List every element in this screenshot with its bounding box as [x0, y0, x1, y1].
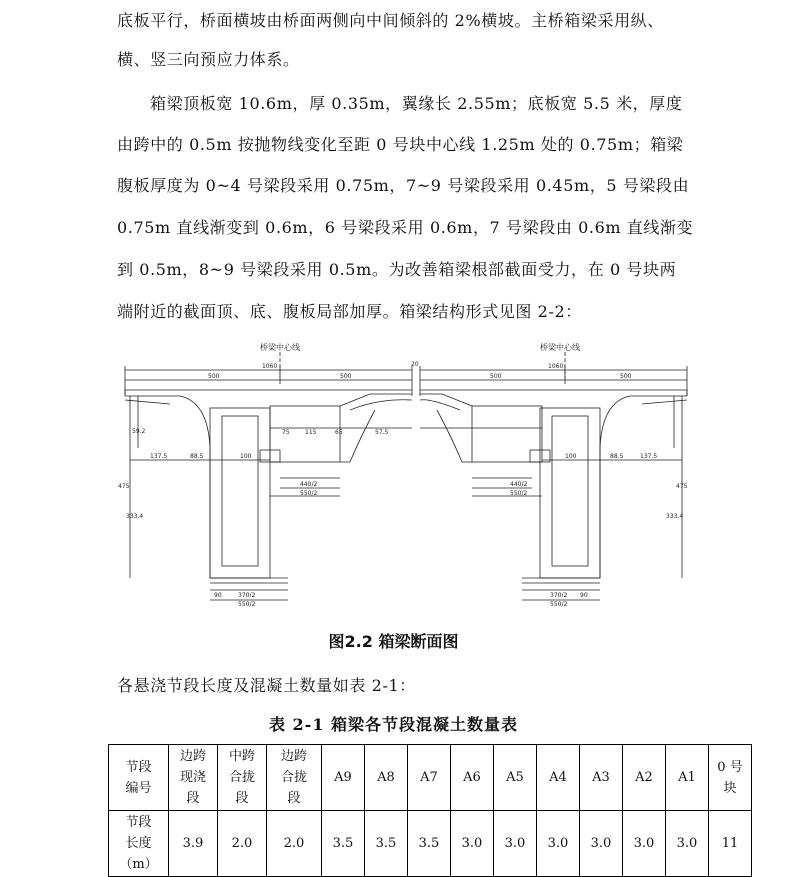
table-row: [109, 811, 752, 877]
dim-label: 88.5: [190, 453, 204, 460]
paragraph-line: 腹板厚度为 0~4 号梁段采用 0.75m，7~9 号梁段采用 0.45m，5 号梁段由: [117, 176, 690, 195]
table-header-cell: 0 号 块: [709, 745, 752, 811]
paragraph-line: 底板平行，桥面横坡由桥面两侧向中间倾斜的 2%横坡。主桥箱梁采用纵、: [117, 11, 664, 30]
table-cell: 3.5: [408, 811, 451, 877]
table-cell: 节段 长度 （m）: [109, 811, 169, 877]
dim-label: 1060: [262, 363, 278, 370]
dim-label: 59.2: [132, 428, 146, 435]
table-header-cell: 中跨 合拢 段: [218, 745, 267, 811]
table-header-cell: A3: [580, 745, 623, 811]
table-cell: 3.0: [580, 811, 623, 877]
table-cell: 11: [709, 811, 752, 877]
dim-label: 500: [490, 373, 502, 380]
table-cell: 3.0: [623, 811, 666, 877]
table-cell: 3.0: [537, 811, 580, 877]
table-cell: 3.9: [169, 811, 218, 877]
centerline-label-left: 桥梁中心线: [260, 343, 300, 352]
dim-label: 370/2: [238, 592, 256, 599]
table-header-row: [109, 745, 752, 811]
dim-label: 333.4: [126, 513, 144, 520]
table-header-cell: A7: [408, 745, 451, 811]
table-header-cell: A2: [623, 745, 666, 811]
dim-label: 100: [240, 453, 252, 460]
centerline-label-right: 桥梁中心线: [540, 343, 580, 352]
dim-label: 57.5: [375, 429, 389, 436]
dim-label: 550/2: [300, 490, 318, 497]
paragraph-line: 横、竖三向预应力体系。: [117, 50, 300, 69]
dim-label: 137.5: [150, 453, 168, 460]
dim-label: 90: [214, 592, 222, 599]
table-cell: 2.0: [267, 811, 322, 877]
table-cell: 3.0: [666, 811, 709, 877]
box-girder-section-drawing: [110, 338, 690, 618]
table-cell: 3.0: [494, 811, 537, 877]
table-header-cell: 节段 编号: [109, 745, 169, 811]
table-header-cell: A8: [365, 745, 408, 811]
dim-label: 440/2: [300, 481, 318, 488]
table-intro-text: 各悬浇节段长度及混凝土数量如表 2-1：: [117, 676, 416, 695]
table-caption: 表 2-1 箱梁各节段混凝土数量表: [268, 715, 519, 734]
paragraph-line: 箱梁顶板宽 10.6m，厚 0.35m，翼缘长 2.55m；底板宽 5.5 米，厚度: [150, 94, 683, 113]
table-cell: 3.0: [451, 811, 494, 877]
dim-label: 370/2: [550, 592, 568, 599]
dim-label: 115: [305, 429, 317, 436]
table-header-cell: A1: [666, 745, 709, 811]
table-header-cell: A6: [451, 745, 494, 811]
dim-label: 137.5: [640, 453, 658, 460]
dim-label: 550/2: [238, 601, 256, 608]
dim-label: 20: [411, 361, 419, 368]
dim-label: 333.4: [666, 513, 684, 520]
table-cell: 2.0: [218, 811, 267, 877]
dim-label: 500: [208, 373, 220, 380]
dim-label: 440/2: [510, 481, 528, 488]
table-header-cell: 边跨 现浇 段: [169, 745, 218, 811]
dim-label: 550/2: [510, 490, 528, 497]
dim-label: 90: [580, 592, 588, 599]
table-cell: 3.5: [365, 811, 408, 877]
paragraph-line: 0.75m 直线渐变到 0.6m，6 号梁段采用 0.6m，7 号梁段由 0.6m 直线渐变: [117, 218, 694, 237]
paragraph-line: 到 0.5m，8~9 号梁段采用 0.5m。为改善箱梁根部截面受力，在 0 号块两: [117, 260, 677, 279]
dim-label: 500: [340, 373, 352, 380]
figure-caption: 图2.2 箱梁断面图: [328, 632, 459, 651]
paragraph-line: 端附近的截面顶、底、腹板局部加厚。箱梁结构形式见图 2-2：: [117, 302, 582, 321]
dim-label: 475: [676, 483, 688, 490]
dim-label: 88.5: [610, 453, 624, 460]
dim-label: 500: [620, 373, 632, 380]
dim-label: 75: [282, 429, 290, 436]
dim-label: 475: [118, 483, 130, 490]
dim-label: 1060: [548, 363, 564, 370]
table-header-cell: A5: [494, 745, 537, 811]
dim-label: 550/2: [550, 601, 568, 608]
dim-label: 65: [335, 429, 343, 436]
table-header-cell: 边跨 合拢 段: [267, 745, 322, 811]
paragraph-line: 由跨中的 0.5m 按抛物线变化至距 0 号块中心线 1.25m 处的 0.75m；箱梁: [117, 135, 684, 154]
concrete-quantity-table: [108, 744, 752, 877]
dim-label: 100: [565, 453, 577, 460]
table-header-cell: A9: [322, 745, 365, 811]
table-header-cell: A4: [537, 745, 580, 811]
table-cell: 3.5: [322, 811, 365, 877]
